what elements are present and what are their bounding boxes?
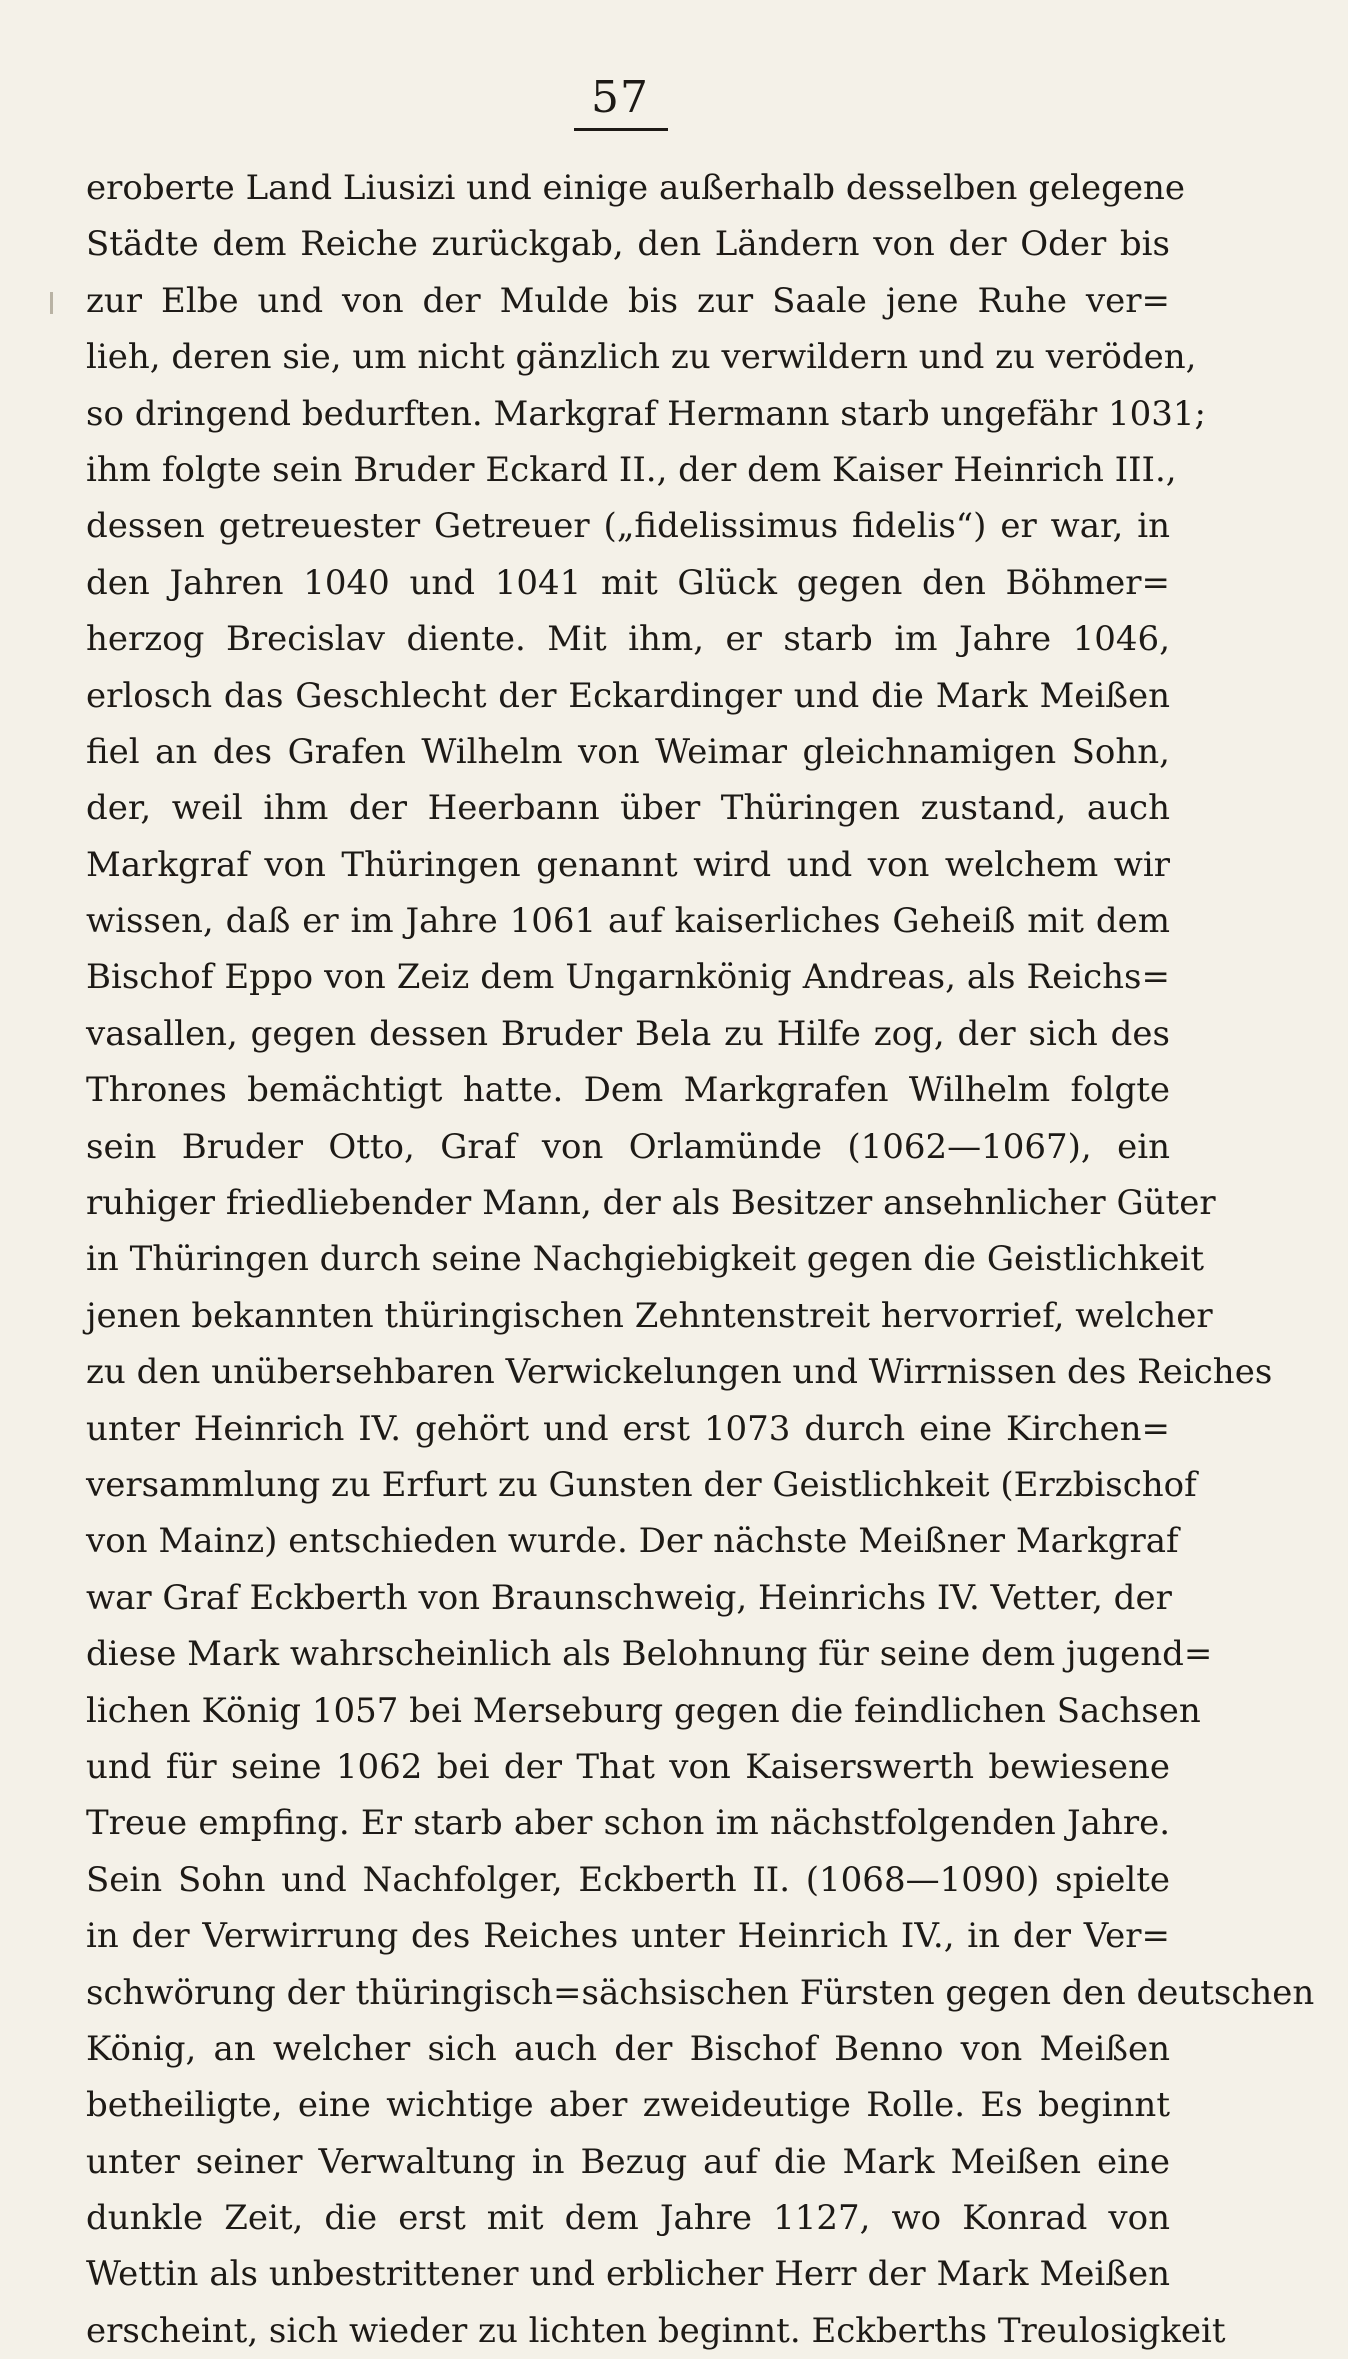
text-line: Sein Sohn und Nachfolger, Eckberth II. (1068—1090) spielte (86, 1859, 1170, 1900)
text-line: wissen, daß er im Jahre 1061 auf kaiserliches Geheiß mit dem (86, 901, 1170, 942)
text-line: in der Verwirrung des Reiches unter Heinrich IV., in der Ver= (86, 1916, 1170, 1957)
text-line: der, weil ihm der Heerbann über Thüringen zustand, auch (86, 788, 1170, 829)
text-line: lichen König 1057 bei Merseburg gegen die feindlichen Sachsen (86, 1690, 1201, 1731)
text-line: Bischof Eppo von Zeiz dem Ungarnkönig Andreas, als Reichs= (86, 957, 1170, 998)
text-line: Treue empfing. Er starb aber schon im nächstfolgenden Jahre. (86, 1803, 1170, 1844)
text-line: herzog Brecislav diente. Mit ihm, er starb im Jahre 1046, (86, 619, 1170, 660)
text-line: dessen getreuester Getreuer („fidelissimus fidelis“) er war, in (86, 506, 1170, 547)
text-line: und für seine 1062 bei der That von Kaiserswerth bewiesene (86, 1746, 1170, 1787)
text-line: erscheint, sich wieder zu lichten beginnt. Eckberths Treulosigkeit (86, 2310, 1226, 2351)
text-line: ruhiger friedliebender Mann, der als Besitzer ansehnlicher Güter (86, 1183, 1216, 1224)
text-line: versammlung zu Erfurt zu Gunsten der Geistlichkeit (Erzbischof (86, 1464, 1197, 1505)
text-line: lieh, deren sie, um nicht gänzlich zu verwildern und zu veröden, (86, 337, 1197, 378)
text-line: unter Heinrich IV. gehört und erst 1073 durch eine Kirchen= (86, 1408, 1170, 1449)
text-line: betheiligte, eine wichtige aber zweideutige Rolle. Es beginnt (86, 2085, 1170, 2126)
text-line: zu den unübersehbaren Verwickelungen und Wirrnissen des Reiches (86, 1352, 1273, 1393)
text-line: von Mainz) entschieden wurde. Der nächste Meißner Markgraf (86, 1521, 1179, 1562)
text-line: zur Elbe und von der Mulde bis zur Saale jene Ruhe ver= (86, 280, 1170, 321)
text-line: dunkle Zeit, die erst mit dem Jahre 1127, wo Konrad von (86, 2198, 1170, 2239)
text-line: fiel an des Grafen Wilhelm von Weimar gleichnamigen Sohn, (86, 731, 1170, 772)
text-line: den Jahren 1040 und 1041 mit Glück gegen den Böhmer= (86, 562, 1170, 603)
text-line: Städte dem Reiche zurückgab, den Ländern von der Oder bis (86, 224, 1170, 265)
text-line: in Thüringen durch seine Nachgiebigkeit gegen die Geistlichkeit (86, 1239, 1205, 1280)
text-line: unter seiner Verwaltung in Bezug auf die Mark Meißen eine (86, 2141, 1170, 2182)
text-line: Thrones bemächtigt hatte. Dem Markgrafen Wilhelm folgte (86, 1070, 1170, 1111)
margin-mark (50, 292, 53, 314)
text-line: jenen bekannten thüringischen Zehntenstreit hervorrief, welcher (86, 1295, 1213, 1336)
text-line: Wettin als unbestrittener und erblicher Herr der Mark Meißen (86, 2254, 1170, 2295)
page-number-rule (574, 128, 668, 131)
text-line: diese Mark wahrscheinlich als Belohnung für seine dem jugend= (86, 1634, 1213, 1675)
text-line: sein Bruder Otto, Graf von Orlamünde (1062—1067), ein (86, 1126, 1170, 1167)
text-line: vasallen, gegen dessen Bruder Bela zu Hilfe zog, der sich des (86, 1013, 1170, 1054)
text-line: Markgraf von Thüringen genannt wird und von welchem wir (86, 844, 1170, 885)
body-text (86, 160, 1315, 2359)
text-line: war Graf Eckberth von Braunschweig, Heinrichs IV. Vetter, der (86, 1577, 1172, 1618)
text-line: schwörung der thüringisch=sächsischen Fürsten gegen den deutschen (86, 1972, 1315, 2013)
text-line: erlosch das Geschlecht der Eckardinger und die Mark Meißen (86, 675, 1170, 716)
text-line: König, an welcher sich auch der Bischof Benno von Meißen (86, 2028, 1170, 2069)
page-number: 57 (591, 72, 649, 123)
text-line: eroberte Land Liusizi und einige außerhalb desselben gelegene (86, 168, 1186, 208)
text-line: ihm folgte sein Bruder Eckard II., der dem Kaiser Heinrich III., (86, 449, 1177, 490)
text-line: so dringend bedurften. Markgraf Hermann starb ungefähr 1031; (86, 393, 1206, 434)
